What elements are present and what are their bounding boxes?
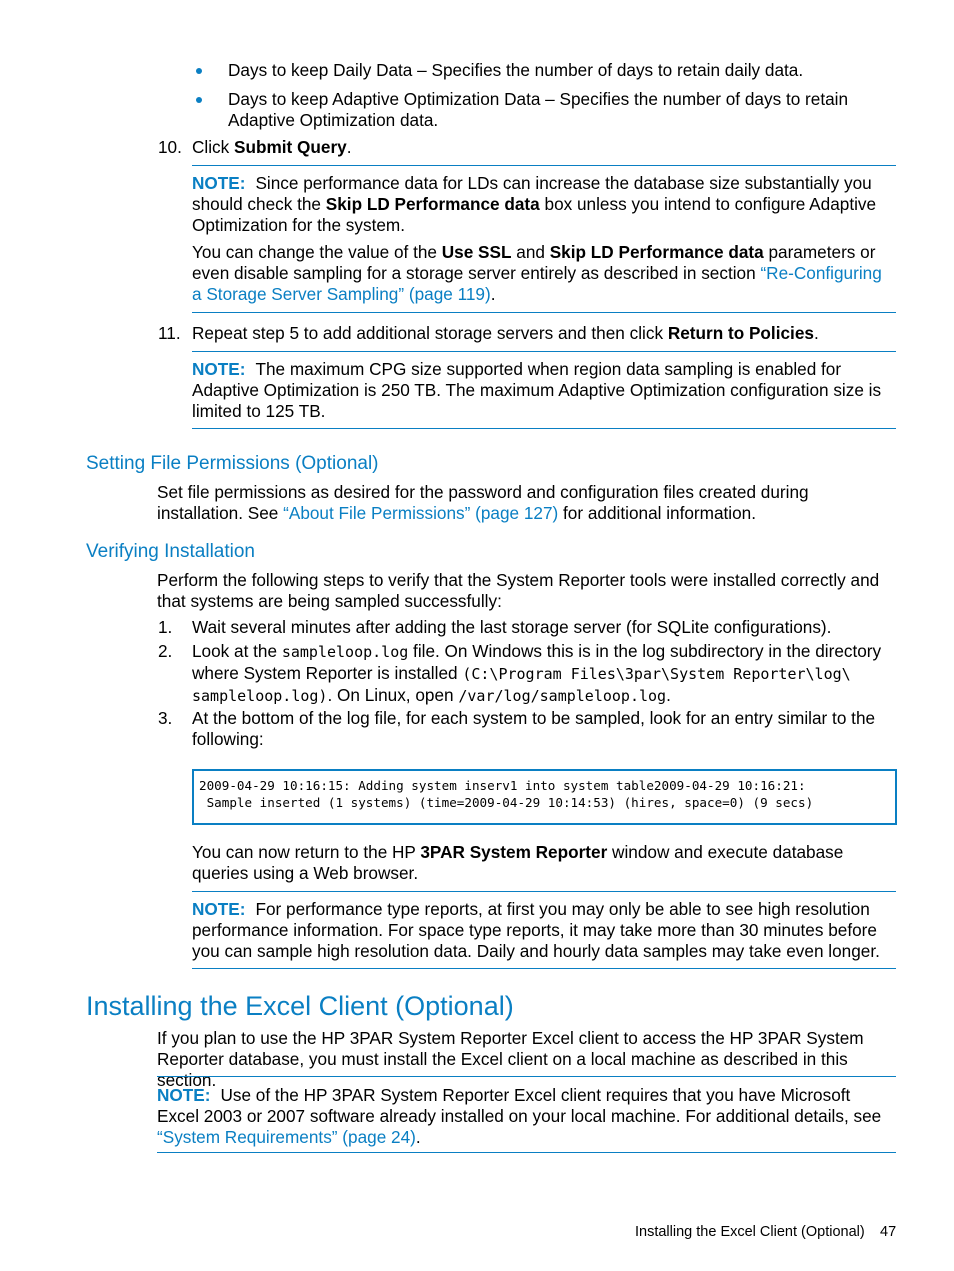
- verify-intro: Perform the following steps to verify that the System Reporter tools were installed correctly and that systems are being sampled successfully:: [157, 570, 880, 611]
- bullet-item-adaptive: Days to keep Adaptive Optimization Data – Specifies the number of days to retain Adaptive Optimization data.: [228, 89, 849, 130]
- note-rule-bottom: [192, 968, 896, 969]
- step-number: 11.: [158, 323, 181, 343]
- note-rule-top: [192, 351, 896, 352]
- verify-step-3: At the bottom of the log file, for each system to be sampled, look for an entry similar to the following:: [192, 708, 876, 749]
- link-system-requirements[interactable]: “System Requirements” (page 24): [157, 1127, 416, 1147]
- note-report-resolution: NOTE: For performance type reports, at first you may only be able to see high resolution performance information. For space type reports, it may take more than 30 minutes before you can sample high resolution data. Daily and hourly data samples may take even longer.: [192, 899, 880, 961]
- note-label: NOTE:: [192, 359, 246, 379]
- step-number: 3.: [158, 708, 173, 728]
- heading-file-permissions: Setting File Permissions (Optional): [86, 453, 379, 474]
- note-performance-data: NOTE: Since performance data for LDs can increase the database size substantially you should check the Skip LD Performance data box unless you intend to configure Adaptive Optimization for the system.: [192, 173, 877, 235]
- note-rule-bottom: [192, 428, 896, 429]
- note-rule-bottom: [192, 312, 896, 313]
- note-excel-requirements: NOTE: Use of the HP 3PAR System Reporter Excel client requires that you have Microsoft Excel 2003 or 2007 software already installed on your local machine. For additional details, see “System Requirements” (page 24).: [157, 1085, 882, 1147]
- step-number: 2.: [158, 641, 173, 661]
- note-rule-top: [192, 165, 896, 166]
- file-permissions-text: Set file permissions as desired for the password and configuration files created during installation. See “About File Permissions” (page 127) for additional information.: [157, 482, 809, 523]
- note-cpg-size: NOTE: The maximum CPG size supported when region data sampling is enabled for Adaptive Optimization is 250 TB. The maximum Adaptive Optimization configuration size is limited to 125 TB.: [192, 359, 882, 421]
- bullet-dot-icon: [196, 68, 202, 74]
- return-to-reporter-text: You can now return to the HP 3PAR System Reporter window and execute database queries using a Web browser.: [192, 842, 844, 883]
- note-label: NOTE:: [192, 173, 246, 193]
- bullet-dot-icon: [196, 97, 202, 103]
- code-windows-path-cont: sampleloop.log): [192, 687, 328, 705]
- step-number: 1.: [158, 617, 173, 637]
- verify-step-2: Look at the sampleloop.log file. On Windows this is in the log subdirectory in the directory where System Reporter is installed (C:\Program Files\3par\System Reporter\log\ sampleloop.log). On Linux, open /var/log/sampleloop.log.: [192, 641, 882, 705]
- code-linux-path: /var/log/sampleloop.log: [458, 687, 667, 705]
- footer-section-title: Installing the Excel Client (Optional): [635, 1224, 865, 1240]
- log-code-block: 2009-04-29 10:16:15: Adding system inserv1 into system table2009-04-29 10:16:21: Sample inserted (1 systems) (time=2009-04-29 10:14:53) (hires, space=0) (9 secs): [192, 769, 897, 825]
- note-rule-top: [157, 1076, 896, 1077]
- footer-page-number: 47: [880, 1224, 897, 1240]
- verify-step-1: Wait several minutes after adding the last storage server (for SQLite configurations).: [192, 617, 832, 637]
- note-ssl-paragraph: You can change the value of the Use SSL and Skip LD Performance data parameters or even disable sampling for a storage server entirely as described in section “Re-Configuring a Storage Server Sampling” (page 119).: [192, 242, 882, 304]
- excel-client-intro: If you plan to use the HP 3PAR System Reporter Excel client to access the HP 3PAR System Reporter database, you must install the Excel client on a local machine as described in this section.: [157, 1028, 864, 1090]
- note-label: NOTE:: [157, 1085, 211, 1105]
- step-10-text: Click Submit Query.: [192, 137, 352, 157]
- step-11-text: Repeat step 5 to add additional storage servers and then click Return to Policies.: [192, 323, 819, 343]
- note-rule-top: [192, 891, 896, 892]
- note-label: NOTE:: [192, 899, 246, 919]
- step-number: 10.: [158, 137, 182, 157]
- bullet-item-daily: Days to keep Daily Data – Specifies the number of days to retain daily data.: [228, 60, 804, 80]
- code-windows-path: (C:\Program Files\3par\System Reporter\log\: [462, 665, 851, 683]
- link-reconfiguring-sampling[interactable]: “Re-Configuring a Storage Server Sampling” (page 119): [192, 263, 882, 304]
- link-about-file-permissions[interactable]: “About File Permissions” (page 127): [283, 503, 559, 523]
- heading-verifying-installation: Verifying Installation: [86, 541, 255, 562]
- note-rule-bottom: [157, 1152, 896, 1153]
- heading-installing-excel-client: Installing the Excel Client (Optional): [86, 991, 514, 1021]
- code-sampleloop: sampleloop.log: [281, 643, 409, 661]
